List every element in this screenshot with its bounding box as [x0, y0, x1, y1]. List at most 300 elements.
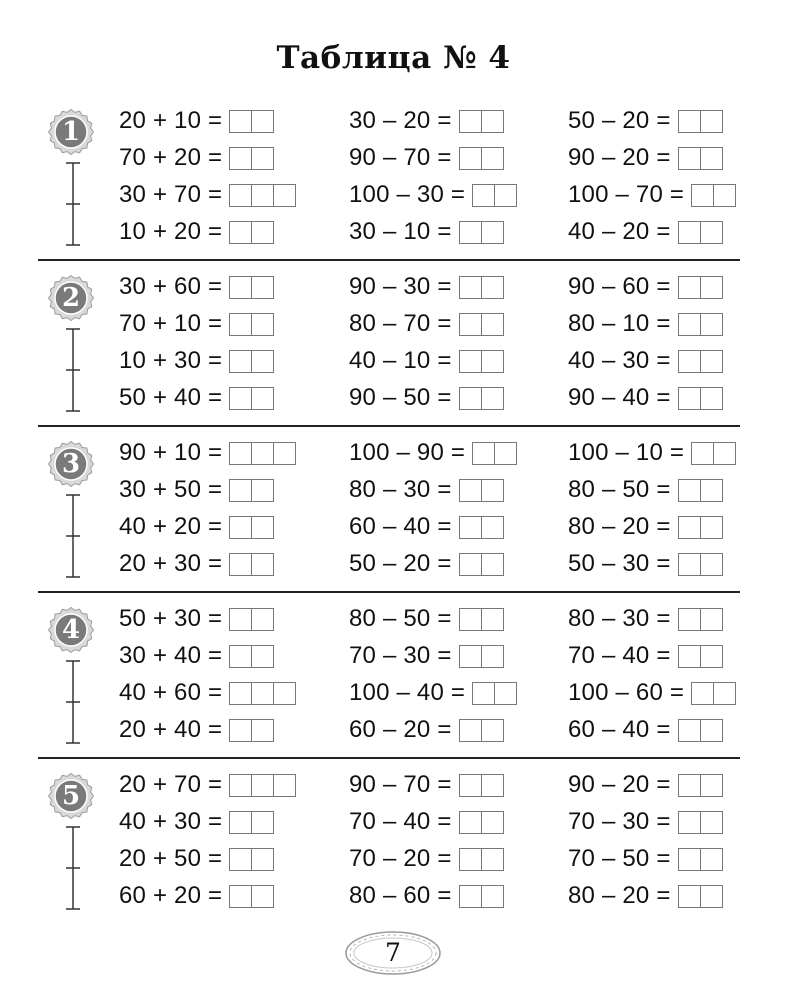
answer-cell[interactable] [700, 148, 722, 169]
equation-row [568, 143, 723, 173]
equation-text: 80 – 20 = [568, 513, 671, 540]
answer-cell[interactable] [679, 609, 700, 630]
answer-cell[interactable] [679, 554, 700, 575]
answer-cell[interactable] [481, 849, 503, 870]
answer-cell[interactable] [692, 443, 713, 464]
answer-cell[interactable] [700, 480, 722, 501]
answer-cell[interactable] [460, 148, 481, 169]
equation-text: 90 – 70 = [349, 771, 452, 798]
answer-boxes[interactable] [229, 608, 274, 631]
answer-cell[interactable] [481, 480, 503, 501]
equation-text: 100 – 90 = [349, 439, 466, 466]
answer-cell[interactable] [679, 517, 700, 538]
answer-cell[interactable] [700, 222, 722, 243]
equation-row [119, 438, 296, 468]
answer-cell[interactable] [273, 443, 295, 464]
equation-text: 80 – 50 = [349, 605, 452, 632]
answer-cell[interactable] [679, 849, 700, 870]
equation-row [349, 881, 504, 911]
equation-text: 90 – 60 = [568, 273, 671, 300]
equation-row [568, 346, 723, 376]
answer-cell[interactable] [700, 646, 722, 667]
equation-row [119, 383, 274, 413]
equation-text: 80 – 30 = [568, 605, 671, 632]
answer-cell[interactable] [251, 111, 273, 132]
answer-cell[interactable] [251, 185, 273, 206]
equation-text: 30 + 40 = [119, 642, 223, 669]
answer-boxes[interactable] [691, 682, 736, 705]
answer-cell[interactable] [700, 277, 722, 298]
equation-row [568, 309, 723, 339]
answer-boxes[interactable] [229, 147, 274, 170]
answer-cell[interactable] [481, 517, 503, 538]
answer-boxes[interactable] [459, 885, 504, 908]
answer-cell[interactable] [230, 148, 251, 169]
answer-cell[interactable] [460, 775, 481, 796]
section-number: 4 [61, 615, 81, 645]
equation-text: 70 – 40 = [349, 808, 452, 835]
answer-cell[interactable] [481, 720, 503, 741]
answer-cell[interactable] [251, 849, 273, 870]
answer-cell[interactable] [251, 554, 273, 575]
answer-cell[interactable] [460, 646, 481, 667]
answer-boxes[interactable] [229, 184, 296, 207]
answer-cell[interactable] [251, 480, 273, 501]
answer-cell[interactable] [273, 683, 295, 704]
answer-cell[interactable] [230, 886, 251, 907]
equation-text: 30 + 60 = [119, 273, 223, 300]
answer-boxes[interactable] [678, 387, 723, 410]
answer-cell[interactable] [273, 185, 295, 206]
answer-cell[interactable] [481, 314, 503, 335]
answer-boxes[interactable] [678, 719, 723, 742]
answer-cell[interactable] [251, 517, 273, 538]
answer-cell[interactable] [251, 775, 273, 796]
answer-cell[interactable] [700, 849, 722, 870]
answer-cell[interactable] [251, 646, 273, 667]
answer-boxes[interactable] [459, 811, 504, 834]
ruler-icon [63, 826, 83, 910]
exercise-section [0, 266, 787, 433]
answer-cell[interactable] [494, 683, 516, 704]
answer-boxes[interactable] [678, 516, 723, 539]
answer-boxes[interactable] [459, 774, 504, 797]
answer-boxes[interactable] [459, 147, 504, 170]
answer-boxes[interactable] [678, 774, 723, 797]
answer-cell[interactable] [230, 812, 251, 833]
equation-row [119, 217, 274, 247]
equation-row [119, 770, 296, 800]
answer-boxes[interactable] [678, 553, 723, 576]
equation-row [349, 604, 504, 634]
equation-text: 80 – 10 = [568, 310, 671, 337]
answer-cell[interactable] [460, 222, 481, 243]
equation-row [349, 807, 504, 837]
answer-boxes[interactable] [229, 719, 274, 742]
answer-cell[interactable] [481, 148, 503, 169]
answer-boxes[interactable] [691, 184, 736, 207]
equation-row [568, 512, 723, 542]
equation-row [119, 143, 274, 173]
equation-text: 30 – 20 = [349, 107, 452, 134]
answer-boxes[interactable] [459, 608, 504, 631]
answer-boxes[interactable] [678, 645, 723, 668]
equation-row [349, 641, 504, 671]
equation-row [349, 770, 504, 800]
answer-cell[interactable] [460, 314, 481, 335]
section-number: 3 [61, 449, 81, 479]
equation-text: 90 – 20 = [568, 144, 671, 171]
equation-text: 40 – 20 = [568, 218, 671, 245]
answer-cell[interactable] [692, 185, 713, 206]
equation-row [349, 715, 504, 745]
equation-text: 90 – 20 = [568, 771, 671, 798]
answer-cell[interactable] [700, 111, 722, 132]
exercise-section [0, 432, 787, 599]
answer-boxes[interactable] [459, 313, 504, 336]
equation-row [568, 678, 736, 708]
answer-cell[interactable] [230, 849, 251, 870]
answer-cell[interactable] [251, 443, 273, 464]
equation-row [119, 180, 296, 210]
equation-row [568, 715, 723, 745]
ruler-icon [63, 660, 83, 744]
answer-boxes[interactable] [229, 221, 274, 244]
equation-row [568, 383, 723, 413]
answer-boxes[interactable] [229, 645, 274, 668]
equation-text: 40 – 10 = [349, 347, 452, 374]
equation-text: 50 + 30 = [119, 605, 223, 632]
answer-cell[interactable] [481, 775, 503, 796]
equation-row [119, 844, 274, 874]
equation-row [119, 807, 274, 837]
answer-boxes[interactable] [472, 184, 517, 207]
equation-text: 90 – 50 = [349, 384, 452, 411]
answer-cell[interactable] [481, 388, 503, 409]
equation-text: 20 + 30 = [119, 550, 223, 577]
answer-cell[interactable] [700, 812, 722, 833]
equation-text: 50 – 20 = [349, 550, 452, 577]
answer-boxes[interactable] [459, 479, 504, 502]
equation-text: 70 + 20 = [119, 144, 223, 171]
answer-cell[interactable] [679, 720, 700, 741]
answer-cell[interactable] [679, 646, 700, 667]
equation-text: 70 – 50 = [568, 845, 671, 872]
answer-cell[interactable] [230, 314, 251, 335]
answer-boxes[interactable] [678, 313, 723, 336]
answer-cell[interactable] [679, 886, 700, 907]
equation-row [119, 604, 274, 634]
equation-row [119, 475, 274, 505]
equation-text: 90 – 30 = [349, 273, 452, 300]
answer-cell[interactable] [700, 775, 722, 796]
answer-boxes[interactable] [678, 479, 723, 502]
answer-cell[interactable] [494, 443, 516, 464]
answer-cell[interactable] [230, 443, 251, 464]
answer-cell[interactable] [481, 554, 503, 575]
answer-cell[interactable] [481, 222, 503, 243]
answer-cell[interactable] [700, 720, 722, 741]
equation-text: 90 – 70 = [349, 144, 452, 171]
answer-boxes[interactable] [678, 110, 723, 133]
answer-cell[interactable] [230, 480, 251, 501]
equation-row [568, 641, 723, 671]
answer-cell[interactable] [713, 443, 735, 464]
answer-cell[interactable] [700, 554, 722, 575]
answer-cell[interactable] [251, 812, 273, 833]
section-number-badge [48, 109, 94, 155]
answer-boxes[interactable] [678, 608, 723, 631]
answer-cell[interactable] [713, 683, 735, 704]
answer-cell[interactable] [679, 351, 700, 372]
equation-text: 60 – 20 = [349, 716, 452, 743]
equation-row [349, 549, 504, 579]
answer-cell[interactable] [700, 609, 722, 630]
answer-cell[interactable] [230, 277, 251, 298]
equation-row [349, 143, 504, 173]
answer-cell[interactable] [230, 351, 251, 372]
answer-boxes[interactable] [459, 221, 504, 244]
answer-cell[interactable] [481, 886, 503, 907]
answer-cell[interactable] [679, 388, 700, 409]
answer-cell[interactable] [460, 609, 481, 630]
answer-boxes[interactable] [229, 276, 274, 299]
answer-cell[interactable] [473, 443, 494, 464]
answer-cell[interactable] [230, 646, 251, 667]
answer-cell[interactable] [700, 886, 722, 907]
equation-text: 40 + 60 = [119, 679, 223, 706]
equation-text: 70 – 40 = [568, 642, 671, 669]
equation-text: 20 + 10 = [119, 107, 223, 134]
answer-cell[interactable] [230, 388, 251, 409]
answer-boxes[interactable] [229, 885, 274, 908]
ruler-icon [63, 162, 83, 246]
answer-boxes[interactable] [229, 313, 274, 336]
answer-boxes[interactable] [229, 479, 274, 502]
equation-text: 80 – 30 = [349, 476, 452, 503]
equation-text: 30 + 50 = [119, 476, 223, 503]
answer-cell[interactable] [460, 554, 481, 575]
equation-row [119, 678, 296, 708]
equation-text: 10 + 30 = [119, 347, 223, 374]
answer-cell[interactable] [251, 222, 273, 243]
equation-row [568, 272, 723, 302]
answer-boxes[interactable] [678, 811, 723, 834]
page-number: 7 [385, 938, 401, 967]
answer-cell[interactable] [679, 314, 700, 335]
answer-boxes[interactable] [229, 516, 274, 539]
answer-cell[interactable] [230, 683, 251, 704]
answer-boxes[interactable] [459, 110, 504, 133]
answer-cell[interactable] [251, 277, 273, 298]
answer-cell[interactable] [460, 812, 481, 833]
answer-boxes[interactable] [691, 442, 736, 465]
equation-text: 100 – 60 = [568, 679, 685, 706]
answer-cell[interactable] [700, 388, 722, 409]
exercise-section [0, 598, 787, 765]
equation-text: 20 + 40 = [119, 716, 223, 743]
equation-text: 40 + 20 = [119, 513, 223, 540]
answer-cell[interactable] [473, 683, 494, 704]
answer-boxes[interactable] [678, 147, 723, 170]
equation-row [119, 641, 274, 671]
equation-text: 40 + 30 = [119, 808, 223, 835]
answer-cell[interactable] [230, 111, 251, 132]
equation-row [568, 475, 723, 505]
equation-text: 70 – 20 = [349, 845, 452, 872]
answer-boxes[interactable] [678, 848, 723, 871]
answer-cell[interactable] [679, 480, 700, 501]
answer-cell[interactable] [460, 517, 481, 538]
answer-cell[interactable] [460, 388, 481, 409]
section-number: 5 [61, 781, 81, 811]
answer-cell[interactable] [460, 720, 481, 741]
answer-cell[interactable] [460, 277, 481, 298]
equation-row [568, 604, 723, 634]
equation-text: 30 + 70 = [119, 181, 223, 208]
answer-boxes[interactable] [472, 442, 517, 465]
equation-row [568, 180, 736, 210]
answer-boxes[interactable] [229, 811, 274, 834]
section-number-badge [48, 275, 94, 321]
answer-cell[interactable] [692, 683, 713, 704]
exercise-section [0, 100, 787, 267]
equation-text: 50 + 40 = [119, 384, 223, 411]
answer-boxes[interactable] [472, 682, 517, 705]
equation-text: 80 – 60 = [349, 882, 452, 909]
answer-cell[interactable] [251, 314, 273, 335]
equation-text: 90 + 10 = [119, 439, 223, 466]
answer-cell[interactable] [460, 351, 481, 372]
equation-row [119, 346, 274, 376]
answer-cell[interactable] [481, 111, 503, 132]
answer-cell[interactable] [230, 517, 251, 538]
answer-boxes[interactable] [229, 774, 296, 797]
ruler-icon [63, 494, 83, 578]
answer-boxes[interactable] [229, 110, 274, 133]
answer-cell[interactable] [460, 886, 481, 907]
answer-cell[interactable] [700, 351, 722, 372]
answer-cell[interactable] [230, 222, 251, 243]
answer-cell[interactable] [679, 148, 700, 169]
answer-boxes[interactable] [678, 885, 723, 908]
answer-boxes[interactable] [459, 387, 504, 410]
equation-text: 60 – 40 = [349, 513, 452, 540]
answer-cell[interactable] [679, 222, 700, 243]
equation-text: 10 + 20 = [119, 218, 223, 245]
equation-row [349, 475, 504, 505]
section-number-badge [48, 607, 94, 653]
equation-row [349, 844, 504, 874]
answer-boxes[interactable] [459, 848, 504, 871]
answer-boxes[interactable] [229, 387, 274, 410]
answer-boxes[interactable] [459, 276, 504, 299]
answer-cell[interactable] [230, 775, 251, 796]
page-title: Таблица № 4 [276, 40, 511, 76]
answer-cell[interactable] [251, 148, 273, 169]
answer-cell[interactable] [481, 609, 503, 630]
answer-cell[interactable] [251, 609, 273, 630]
answer-cell[interactable] [251, 683, 273, 704]
answer-cell[interactable] [713, 185, 735, 206]
answer-boxes[interactable] [459, 553, 504, 576]
equation-text: 60 + 20 = [119, 882, 223, 909]
equation-row [568, 844, 723, 874]
equation-text: 30 – 10 = [349, 218, 452, 245]
equation-row [568, 106, 723, 136]
answer-cell[interactable] [230, 554, 251, 575]
equation-row [568, 438, 736, 468]
answer-boxes[interactable] [678, 350, 723, 373]
answer-boxes[interactable] [229, 682, 296, 705]
answer-cell[interactable] [230, 609, 251, 630]
equation-row [568, 807, 723, 837]
answer-cell[interactable] [679, 812, 700, 833]
answer-cell[interactable] [251, 351, 273, 372]
answer-cell[interactable] [481, 277, 503, 298]
equation-text: 80 – 50 = [568, 476, 671, 503]
equation-row [119, 272, 274, 302]
answer-cell[interactable] [460, 111, 481, 132]
answer-cell[interactable] [230, 185, 251, 206]
equation-text: 40 – 30 = [568, 347, 671, 374]
answer-cell[interactable] [251, 720, 273, 741]
answer-boxes[interactable] [229, 442, 296, 465]
answer-cell[interactable] [251, 886, 273, 907]
answer-cell[interactable] [460, 849, 481, 870]
answer-cell[interactable] [481, 646, 503, 667]
answer-cell[interactable] [700, 314, 722, 335]
equation-row [349, 438, 517, 468]
section-number-badge [48, 773, 94, 819]
equation-row [119, 549, 274, 579]
equation-row [349, 217, 504, 247]
answer-cell[interactable] [679, 775, 700, 796]
equation-text: 70 + 10 = [119, 310, 223, 337]
answer-boxes[interactable] [678, 221, 723, 244]
answer-boxes[interactable] [229, 848, 274, 871]
answer-cell[interactable] [473, 185, 494, 206]
equation-text: 100 – 70 = [568, 181, 685, 208]
answer-boxes[interactable] [459, 645, 504, 668]
answer-boxes[interactable] [229, 350, 274, 373]
answer-cell[interactable] [481, 812, 503, 833]
equation-row [119, 106, 274, 136]
answer-cell[interactable] [251, 388, 273, 409]
answer-boxes[interactable] [459, 719, 504, 742]
equation-row [119, 715, 274, 745]
answer-cell[interactable] [679, 277, 700, 298]
equation-row [349, 106, 504, 136]
equation-row [568, 549, 723, 579]
section-number: 1 [61, 117, 81, 147]
answer-cell[interactable] [230, 720, 251, 741]
answer-boxes[interactable] [459, 516, 504, 539]
answer-boxes[interactable] [678, 276, 723, 299]
answer-boxes[interactable] [459, 350, 504, 373]
section-number-badge [48, 441, 94, 487]
equation-row [119, 512, 274, 542]
answer-cell[interactable] [679, 111, 700, 132]
answer-cell[interactable] [481, 351, 503, 372]
equation-row [568, 881, 723, 911]
answer-cell[interactable] [494, 185, 516, 206]
answer-cell[interactable] [460, 480, 481, 501]
equation-text: 60 – 40 = [568, 716, 671, 743]
answer-cell[interactable] [273, 775, 295, 796]
answer-cell[interactable] [700, 517, 722, 538]
answer-boxes[interactable] [229, 553, 274, 576]
